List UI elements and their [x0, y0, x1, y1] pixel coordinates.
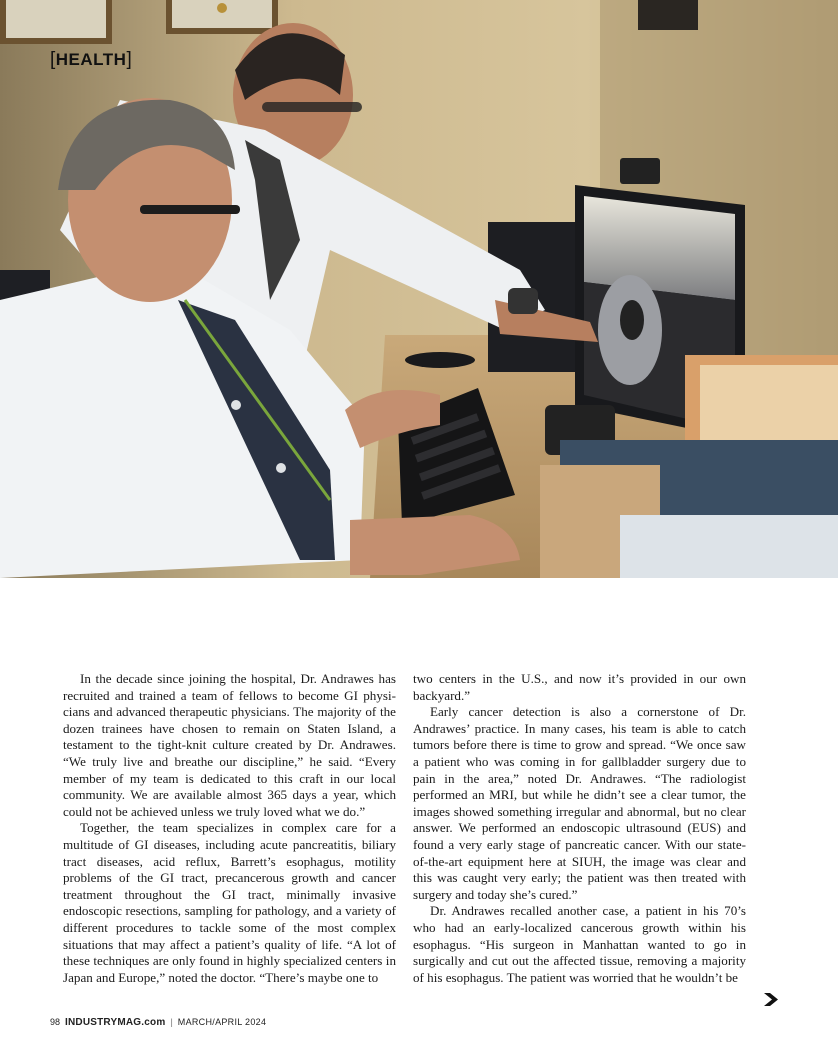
footer-issue-date: MARCH/APRIL 2024: [177, 1017, 267, 1027]
section-bracket-open: [: [50, 49, 56, 70]
article-paragraph: Together, the team specializes in complex care for a multitude of GI diseases, including acute pancreatitis, biliary tract diseases, acid reflux, Barrett’s esophagus, motility problems of the GI tract, precancerous growth and cancer treatment throughout the GI tract, minimally invasive endoscopic resections, sampling for pathology, and a variety of different procedures to tackle some of the most complex situations that may affect a patient’s quality of life. “A lot of these techniques are only found in highly specialized centers in Japan and Europe,” noted the doctor. “There’s maybe one to: [63, 820, 396, 985]
article-column-right: [413, 671, 746, 986]
section-label: HEALTH: [55, 50, 127, 69]
section-bracket-close: ]: [126, 49, 133, 70]
page-footer: [50, 1017, 266, 1028]
article-paragraph: In the decade since joining the hospital, Dr. Andrawes has recruited and trained a team of fellows to become GI physicians and advanced therapeutic physicians. The majority of the dozen trainees have chosen to remain on Staten Island, a testament to the tight-knit culture created by Dr. Andrawes. “We truly live and breathe our discipline,” he said. “Every member of my team is dedicated to this craft in our local community. We are available almost 365 days a year, which could not be achieved unless we truly loved what we do.”: [63, 671, 396, 819]
footer-brand: INDUSTRYMAG.com: [65, 1017, 166, 1028]
footer-separator: |: [170, 1017, 173, 1027]
article-paragraph: Dr. Andrawes recalled another case, a patient in his 70’s who had an early-localized cancerous growth within his esophagus. “His surgeon in Manhattan wanted to go in surgically and cut out the affected tissue, removing a majority of his esophagus. The patient was worried that he wouldn’t be: [413, 903, 746, 985]
article-paragraph: Early cancer detection is also a cornerstone of Dr. Andrawes’ practice. In many cases, his team is able to catch tumors before there is time to grow and spread. “We once saw a patient who was coming in for gallbladder surgery due to pain in the area,” noted Dr. Andrawes. “The radiologist performed an MRI, but while he didn’t see a clear tumor, the images showed something irregular and abnormal, but no clear answer. We performed an endoscopic ultrasound (EUS) and found a very early stage of pancreatic cancer. With our state-of-the-art equipment here at SIUH, the image was clear and this was caught very early; the patient was then treated with surgery and today she’s cured.”: [413, 704, 746, 902]
continue-arrow-icon: [764, 993, 778, 1006]
article-body: [63, 671, 746, 986]
article-column-left: [63, 671, 396, 986]
section-tag: [50, 49, 132, 71]
page-number: 98: [50, 1017, 61, 1027]
article-paragraph-continued: two centers in the U.S., and now it’s provided in our own backyard.”: [413, 671, 746, 703]
